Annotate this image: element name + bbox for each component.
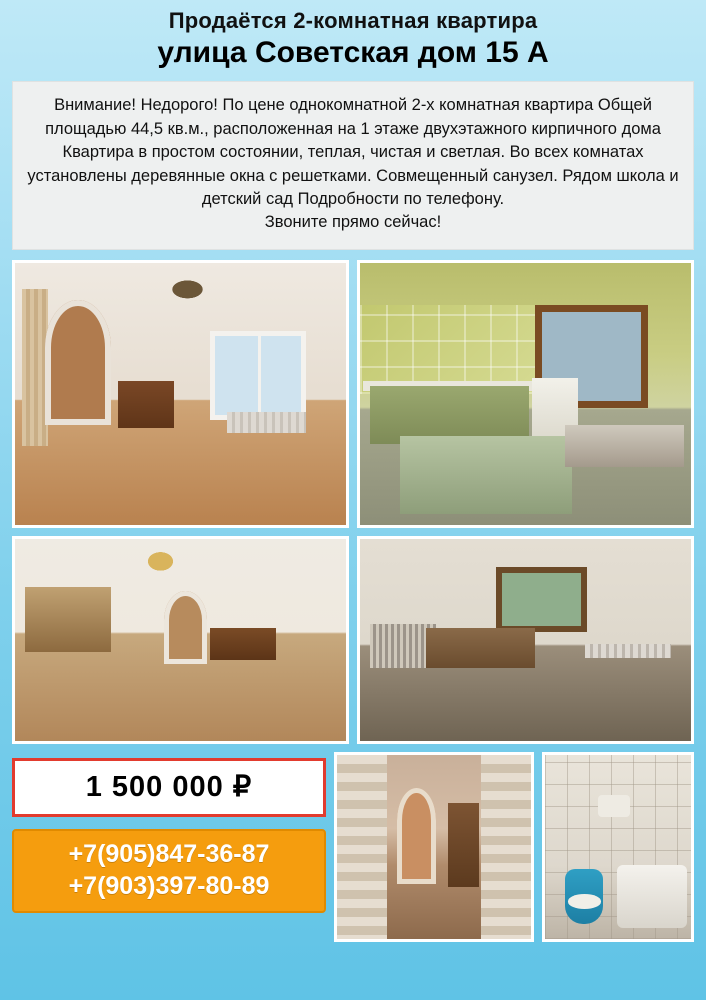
call-now-text: Звоните прямо сейчас! bbox=[264, 213, 442, 232]
photo-content bbox=[360, 539, 691, 741]
description-box bbox=[12, 81, 694, 250]
price-box: 1 500 000 ₽ bbox=[12, 758, 326, 817]
shelf-shape bbox=[25, 587, 111, 652]
photo-content bbox=[545, 755, 691, 939]
photo-bathroom[interactable] bbox=[542, 752, 694, 942]
toilet-shape bbox=[565, 869, 603, 924]
dresser-shape bbox=[118, 381, 174, 428]
photo-content bbox=[15, 263, 346, 525]
page-subtitle: Продаётся 2-комнатная квартира bbox=[168, 8, 538, 33]
sink-shape bbox=[598, 795, 630, 817]
window-shape bbox=[210, 331, 306, 420]
photo-gallery bbox=[8, 260, 698, 942]
header bbox=[8, 0, 698, 71]
door-shape bbox=[448, 803, 479, 888]
radiator-shape bbox=[585, 644, 671, 658]
photo-room-arch-window[interactable] bbox=[12, 260, 349, 528]
table-shape bbox=[400, 436, 572, 515]
phone-number-1[interactable]: +7(905)847-36-87 bbox=[68, 839, 270, 868]
photo-row-1 bbox=[12, 260, 694, 528]
window-shape bbox=[496, 567, 587, 632]
photo-content bbox=[15, 539, 346, 741]
sofa-shape bbox=[426, 628, 535, 668]
bathtub-shape bbox=[617, 865, 687, 928]
arch-doorway bbox=[45, 300, 111, 426]
photo-row-2 bbox=[12, 536, 694, 744]
chandelier-icon bbox=[161, 279, 214, 305]
phone-number-2[interactable]: +7(903)397-80-89 bbox=[68, 871, 270, 900]
description-text: Внимание! Недорого! По цене однокомнатной 2-х комнатная квартира Общей площадью 44,5 кв.м., расположенная на 1 этаже двухэтажного кирпичного дома Квартира в простом состоянии, теплая, чистая и светлая. Во всех комнатах установлены деревянные окна с решетками. Совмещенный санузел. Рядом школа и детский сад Подробности по телефону. bbox=[27, 96, 679, 208]
lamp-icon bbox=[141, 547, 181, 571]
arch-doorway bbox=[164, 591, 207, 664]
photo-content bbox=[360, 263, 691, 525]
photo-living-room[interactable] bbox=[12, 536, 349, 744]
photo-content bbox=[337, 755, 531, 939]
photo-kitchen[interactable] bbox=[357, 260, 694, 528]
photo-row-3 bbox=[12, 752, 694, 942]
arch-doorway bbox=[397, 788, 436, 884]
page-title: улица Советская дом 15 А bbox=[157, 36, 549, 70]
radiator-shape bbox=[227, 412, 306, 433]
wall-left bbox=[337, 755, 387, 939]
contact-block bbox=[12, 752, 326, 942]
phone-box[interactable] bbox=[12, 829, 326, 913]
dresser-shape bbox=[210, 628, 276, 660]
photo-bedroom-window[interactable] bbox=[357, 536, 694, 744]
wall-right bbox=[481, 755, 531, 939]
sofa-shape bbox=[565, 425, 684, 467]
photo-hallway[interactable] bbox=[334, 752, 534, 942]
